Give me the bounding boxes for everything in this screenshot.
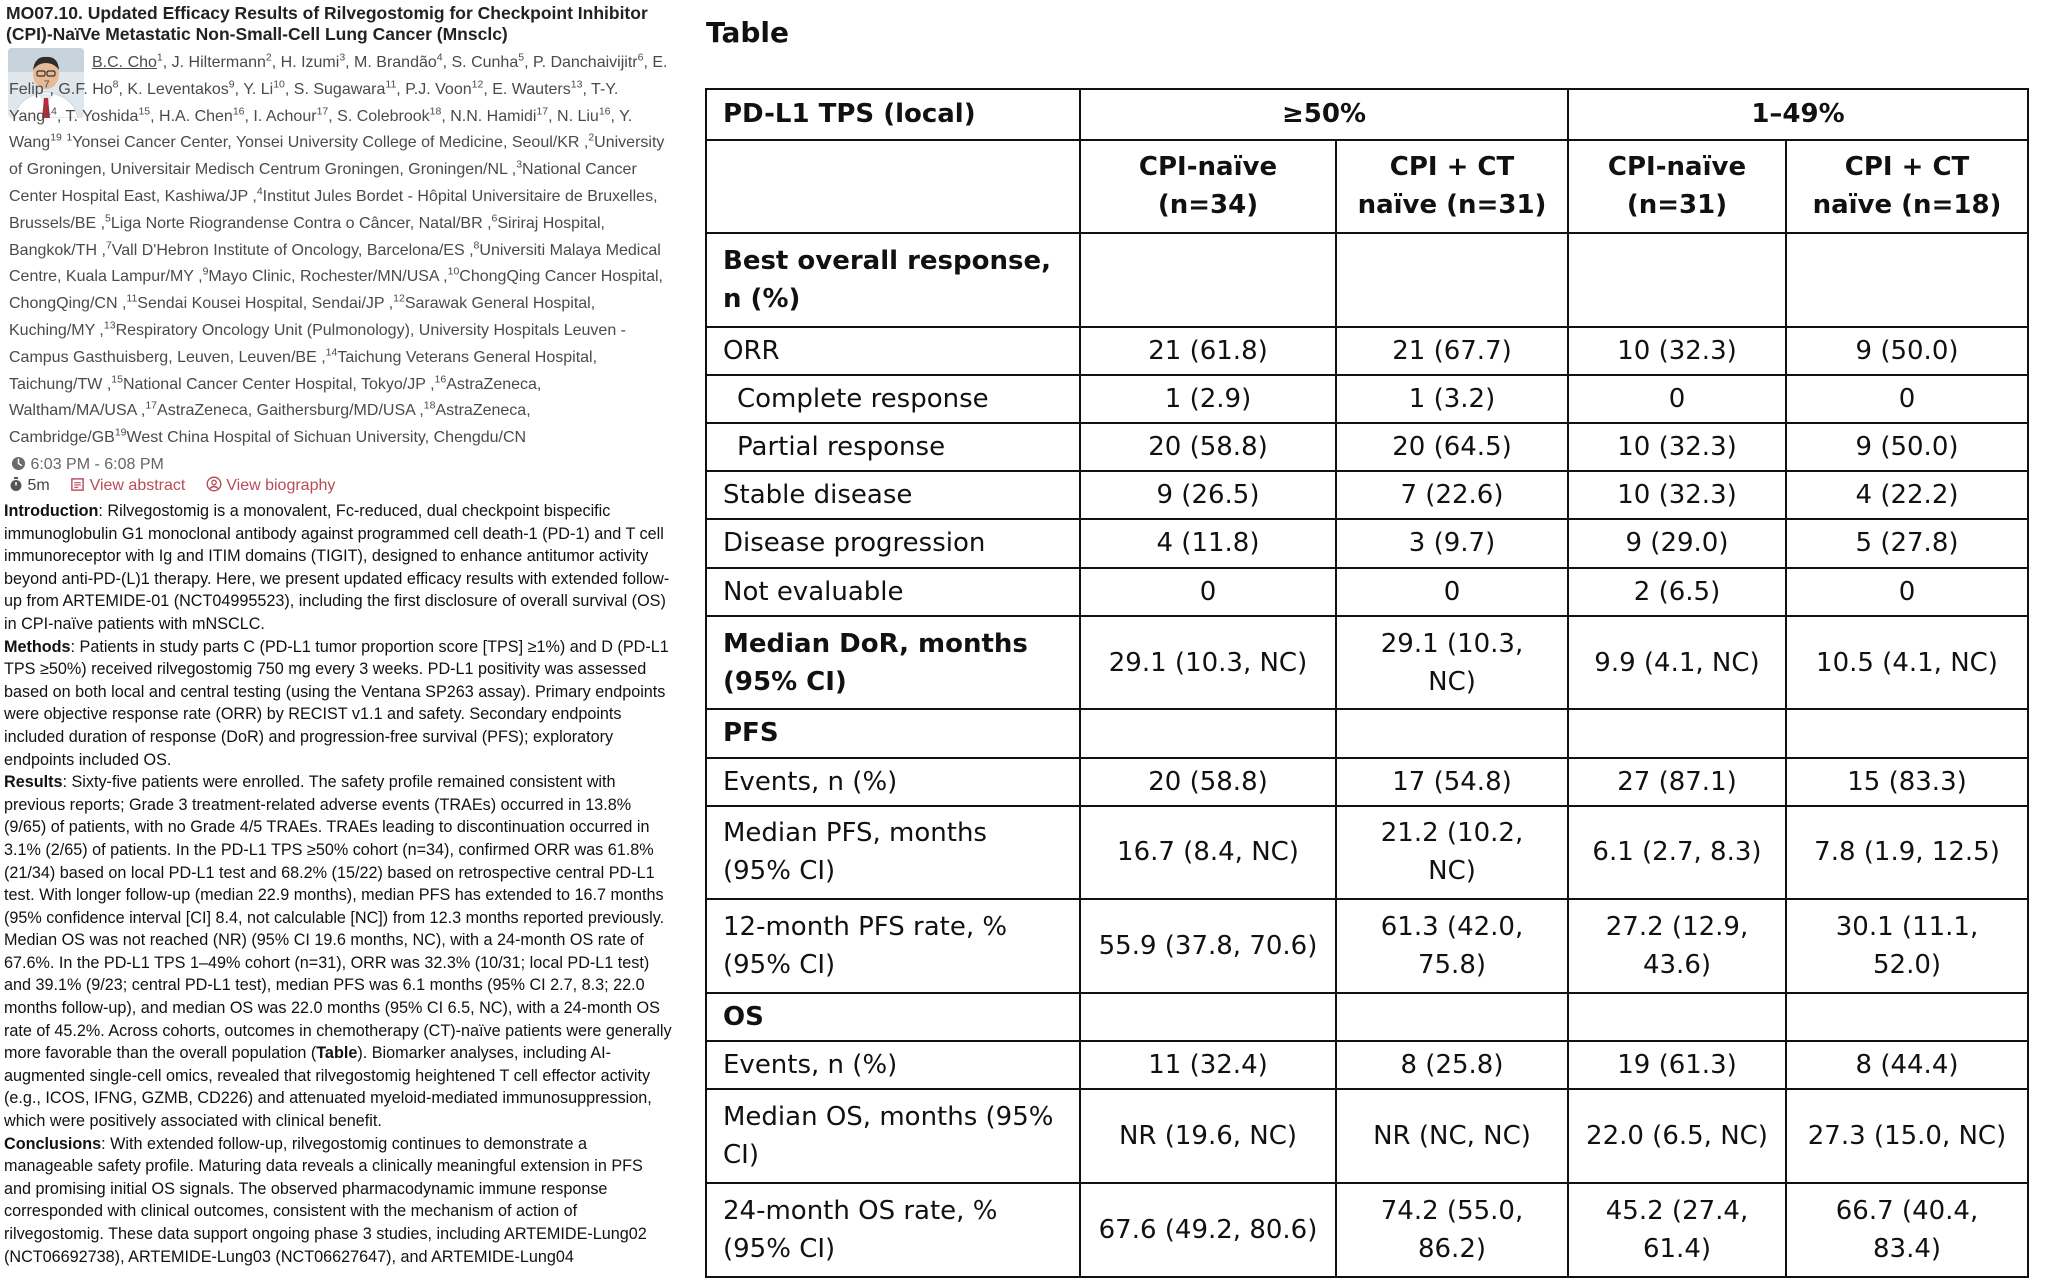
table-subheader-row <box>706 140 2028 234</box>
affiliation-text: Liga Norte Riograndense Contra o Câncer, Natal/BR , <box>110 214 492 232</box>
table-row <box>706 375 2028 423</box>
efficacy-table <box>705 88 2029 1278</box>
affiliation-sup: 14 <box>325 346 338 359</box>
affiliation-text: Mayo Clinic, Rochester/MN/USA , <box>208 268 448 286</box>
table-cell: 10 (32.3) <box>1568 471 1786 519</box>
affiliation-sup: 11 <box>126 292 138 305</box>
table-cell: 20 (58.8) <box>1080 423 1336 471</box>
table-cell: 1 (3.2) <box>1336 375 1568 423</box>
person-circle-icon <box>206 476 222 498</box>
table-row <box>706 327 2028 375</box>
table-cell: 29.1 (10.3, NC) <box>1080 616 1336 710</box>
table-cell <box>1080 233 1336 327</box>
table-cell: 8 (25.8) <box>1336 1041 1568 1089</box>
table-cell: 20 (58.8) <box>1080 758 1336 806</box>
stopwatch-icon <box>9 476 23 498</box>
row-label: Stable disease <box>706 471 1080 519</box>
table-row <box>706 1041 2028 1089</box>
table-cell: 67.6 (49.2, 80.6) <box>1080 1183 1336 1277</box>
author-list: B.C. Cho$^1$, J. Hiltermann$^2$, H. Izumi$^3$, M. Brandão$^4$, S. Cunha$^5$, P. Danchaivijitr$^6$, E. Felip$^7$, G.F. Ho$^8$, K. Leventakos$^9$, Y. Li$^{10}$, S. Sugawara$^{11}$, P.J. Voon$^{12}$, E. Wauters$^{13}$, T-Y. Yang$^{14}$, T. Yoshida$^{15}$, H.A. Chen$^{16}$, I. Achour$^{17}$, S. Colebrook$^{18}$, N.N. Hamidi$^{17}$, N. Liu$^{16}$, Y. Wang$^{19}$ <box>9 51 668 152</box>
affiliation-sup: 6 <box>491 212 498 225</box>
table-cell: 19 (61.3) <box>1568 1041 1786 1089</box>
table-cell <box>1336 233 1568 327</box>
affiliation-text: Siriraj Hospital, Bangkok/TH , <box>9 214 605 259</box>
affiliation-sup: 9 <box>202 266 209 279</box>
author-name: M. Brandão <box>354 54 437 71</box>
author-sup: 1 <box>156 51 163 64</box>
author-sup: 8 <box>112 78 119 91</box>
table-cell: 66.7 (40.4, 83.4) <box>1786 1183 2028 1277</box>
author-sup: 18 <box>429 105 442 118</box>
affiliation-text: Vall D'Hebron Institute of Oncology, Barcelona/ES , <box>111 241 474 259</box>
table-cell <box>1568 993 1786 1041</box>
table-cell: 7.8 (1.9, 12.5) <box>1786 806 2028 900</box>
affiliation-sup: 16 <box>434 373 447 386</box>
table-cell: NR (19.6, NC) <box>1080 1089 1336 1183</box>
table-cell: 1 (2.9) <box>1080 375 1336 423</box>
table-cell: 9 (26.5) <box>1080 471 1336 519</box>
table-cell: 8 (44.4) <box>1786 1041 2028 1089</box>
abstract-results: Results: Sixty-five patients were enrolled. The safety profile remained consistent with previous reports; Grade 3 treatment-related adverse events (TRAEs) occurred in 13.8% (9/65) of patients, with no Grade 4/5 TRAEs. TRAEs leading to discontinuation occurred in 3.1% (2/65) of patients. In the PD-L1 TPS ≥50% cohort (n=34), confirmed ORR was 61.8% (21/34) based on local PD-L1 test and 68.2% (15/22) based on retrospective central PD-L1 test. With longer follow-up (median 22.9 months), median PFS has extended to 16.7 months (95% confidence interval [CI] 8.4, not calculable [NC]) from 12.3 months reported previously. Median OS was not reached (NR) (95% CI 19.6 months, NC), with a 24-month OS rate of 67.6%. In the PD-L1 TPS 1–49% cohort (n=31), ORR was 32.3% (10/31; local PD-L1 test) and 39.1% (9/23; central PD-L1 test), median PFS was 6.1 months (95% CI 2.7, 8.3; 22.0 months follow-up), and median OS was 22.0 months (95% CI 6.5, NC), with a 24-month OS rate of 45.2%. Across cohorts, outcomes in chemotherapy (CT)-naïve patients were generally more favorable than the overall population (Table). Biomarker analyses, including AI-augmented single-cell omics, revealed that rilvegostomig heightened T cell effector activity (e.g., ICOS, IFNG, GZMB, CD226) and attenuated myeloid-mediated immunosuppression, which were positively associated with clinical benefit. <box>4 773 672 1131</box>
author-name: Y. Li <box>243 80 274 98</box>
session-time-text: 6:03 PM - 6:08 PM <box>30 455 164 473</box>
table-cell: 0 <box>1786 375 2028 423</box>
table-cell: 6.1 (2.7, 8.3) <box>1568 806 1786 900</box>
affiliation-text: Taichung Veterans General Hospital, Taichung/TW , <box>9 348 598 393</box>
table-cell: 4 (11.8) <box>1080 519 1336 567</box>
abstract-methods: Methods: Patients in study parts C (PD-L1 tumor proportion score [TPS] ≥1%) and D (PD-L1 TPS ≥50%) received rilvegostomig 750 mg every 3 weeks. PD-L1 positivity was assessed based on both local and central testing (using the Ventana SP263 assay). Primary endpoints were objective response rate (ORR) by RECIST v1.1 and safety. Secondary endpoints included duration of response (DoR) and progression-free survival (PFS); exploratory endpoints included OS. <box>4 637 669 769</box>
table-cell: 4 (22.2) <box>1786 471 2028 519</box>
row-label: Events, n (%) <box>706 1041 1080 1089</box>
table-row <box>706 1089 2028 1183</box>
author-name: S. Cunha <box>451 54 519 71</box>
table-row <box>706 1183 2028 1277</box>
table-cell: 20 (64.5) <box>1336 423 1568 471</box>
table-cell: 0 <box>1568 375 1786 423</box>
table-cell: 21 (67.7) <box>1336 327 1568 375</box>
table-cell: 45.2 (27.4, 61.4) <box>1568 1183 1786 1277</box>
table-cell: 55.9 (37.8, 70.6) <box>1080 899 1336 993</box>
author-sup: 6 <box>637 51 644 64</box>
table-cell: 21.2 (10.2, NC) <box>1336 806 1568 900</box>
view-biography-label: View biography <box>226 477 336 494</box>
table-cell: 9 (50.0) <box>1786 423 2028 471</box>
session-meta <box>9 476 335 498</box>
affiliation-sup: 18 <box>423 400 436 413</box>
table-cell: 30.1 (11.1, 52.0) <box>1786 899 2028 993</box>
table-row <box>706 709 2028 757</box>
author-name: T. Yoshida <box>65 107 139 125</box>
affiliation-text: Yonsei Cancer Center, Yonsei University College of Medicine, Seoul/KR , <box>72 134 589 152</box>
affiliation-text: Sendai Kousei Hospital, Sendai/JP , <box>137 295 394 313</box>
author-name: N.N. Hamidi <box>450 107 537 125</box>
table-row <box>706 519 2028 567</box>
affiliation-text: University of Groningen, Universitair Medisch Centrum Groningen, Groningen/NL , <box>9 134 665 179</box>
table-cell: 29.1 (10.3, NC) <box>1336 616 1568 710</box>
affiliation-sup: 1 <box>66 132 73 145</box>
row-label: ORR <box>706 327 1080 375</box>
author-sup: 4 <box>436 51 443 64</box>
table-cell: 3 (9.7) <box>1336 519 1568 567</box>
author-sup: 13 <box>570 78 583 91</box>
abstract-introduction: Introduction: Rilvegostomig is a monovalent, Fc-reduced, dual checkpoint bispecific immunoglobulin G1 monoclonal antibody against programmed cell death-1 (PD-1) and T cell immunoreceptor with Ig and ITIM domains (TIGIT), designed to enhance antitumor activity beyond anti-PD-(L)1 therapy. Here, we present updated efficacy results with extended follow-up from ARTEMIDE-01 (NCT04995523), including the first disclosure of overall survival (OS) in CPI-naïve patients with mNSCLC. <box>4 502 670 633</box>
author-sup: 19 <box>50 132 62 145</box>
row-label: PFS <box>706 709 1080 757</box>
group-header-high: ≥50% <box>1080 89 1568 140</box>
affiliation-text: AstraZeneca, Waltham/MA/USA , <box>9 375 542 420</box>
table-cell: 15 (83.3) <box>1786 758 2028 806</box>
affiliation-sup: 7 <box>105 239 112 252</box>
view-biography-link[interactable] <box>206 477 336 494</box>
author-sup: 12 <box>471 78 484 91</box>
author-name: H.A. Chen <box>159 107 233 125</box>
table-cell <box>1336 993 1568 1041</box>
abstract-body <box>4 500 672 1268</box>
row-label: Median OS, months (95% CI) <box>706 1089 1080 1183</box>
affiliation-text: ChongQing Cancer Hospital, ChongQing/CN , <box>9 268 663 313</box>
author-name: E. Wauters <box>492 80 571 98</box>
author-sup: 16 <box>232 105 245 118</box>
row-label: 24-month OS rate, % (95% CI) <box>706 1183 1080 1277</box>
author-name: T-Y. Yang <box>9 80 619 125</box>
table-row <box>706 471 2028 519</box>
affiliation-sup: 17 <box>145 400 158 413</box>
row-label: Events, n (%) <box>706 758 1080 806</box>
table-corner-label: PD-L1 TPS (local) <box>706 89 1080 140</box>
author-name: E. Felip <box>9 54 668 98</box>
affiliation-text: Institut Jules Bordet - Hôpital Universitaire de Bruxelles, Brussels/BE , <box>9 187 658 232</box>
author-sup: 11 <box>385 78 397 91</box>
table-cell: NR (NC, NC) <box>1336 1089 1568 1183</box>
table-cell: 5 (27.8) <box>1786 519 2028 567</box>
abstract-conclusions: Conclusions: With extended follow-up, rilvegostomig continues to demonstrate a manageable safety profile. Maturing data reveals a clinically meaningful extension in PFS and promising initial OS signals. The observed pharmacodynamic immune response corresponded with clinical outcomes, consistent with the mechanism of action of rilvegostomig. These data support ongoing phase 3 studies, including ARTEMIDE-Lung02 (NCT06692738), ARTEMIDE-Lung03 (NCT06627647), and ARTEMIDE-Lung04 <box>4 1134 647 1266</box>
table-cell: 11 (32.4) <box>1080 1041 1336 1089</box>
author-sup: 15 <box>138 105 151 118</box>
affiliation-text: Respiratory Oncology Unit (Pulmonology), University Hospitals Leuven - Campus Gasthuisberg, Leuven, Leuven/BE , <box>9 321 626 366</box>
presenter-name: B.C. Cho <box>92 54 157 71</box>
author-sup: 17 <box>536 105 549 118</box>
affiliation-sup: 4 <box>256 185 263 198</box>
authors-and-affiliations <box>9 50 671 479</box>
clock-icon <box>11 456 26 471</box>
author-sup: 2 <box>265 51 272 64</box>
row-label: 12-month PFS rate, % (95% CI) <box>706 899 1080 993</box>
row-label: Median PFS, months (95% CI) <box>706 806 1080 900</box>
author-sup: 10 <box>273 78 285 91</box>
author-sup: 7 <box>43 78 50 91</box>
table-cell: 0 <box>1336 568 1568 616</box>
table-row <box>706 423 2028 471</box>
table-cell: 0 <box>1080 568 1336 616</box>
abstract-panel <box>0 0 680 1288</box>
table-cell: 10 (32.3) <box>1568 327 1786 375</box>
affiliation-text: Universiti Malaya Medical Centre, Kuala Lampur/MY , <box>9 241 661 286</box>
table-cell <box>1080 993 1336 1041</box>
affiliation-sup: 3 <box>516 158 523 171</box>
table-cell: 2 (6.5) <box>1568 568 1786 616</box>
session-time <box>9 456 164 473</box>
duration: 5m <box>27 477 50 494</box>
table-cell <box>1568 233 1786 327</box>
table-cell: 17 (54.8) <box>1336 758 1568 806</box>
author-name: G.F. Ho <box>58 80 113 98</box>
author-name: H. Izumi <box>280 54 340 71</box>
affiliation-sup: 5 <box>105 212 111 225</box>
affiliation-text: AstraZeneca, Cambridge/GB <box>9 402 531 447</box>
author-name: S. Sugawara <box>293 80 386 98</box>
table-cell: 16.7 (8.4, NC) <box>1080 806 1336 900</box>
table-cell: 9 (29.0) <box>1568 519 1786 567</box>
row-label: OS <box>706 993 1080 1041</box>
affiliation-list <box>9 134 664 446</box>
table-row <box>706 568 2028 616</box>
row-label: Median DoR, months (95% CI) <box>706 616 1080 710</box>
row-label: Not evaluable <box>706 568 1080 616</box>
author-sup: 5 <box>518 51 525 64</box>
row-label: Best overall response, n (%) <box>706 233 1080 327</box>
row-label: Disease progression <box>706 519 1080 567</box>
table-cell <box>1786 233 2028 327</box>
row-label: Complete response <box>706 375 1080 423</box>
affiliation-sup: 13 <box>103 319 116 332</box>
affiliation-text: National Cancer Center Hospital East, Kashiwa/JP , <box>9 161 637 205</box>
table-cell: 27.3 (15.0, NC) <box>1786 1089 2028 1183</box>
table-cell: 9 (50.0) <box>1786 327 2028 375</box>
author-name: P.J. Voon <box>405 80 472 98</box>
table-cell: 21 (61.8) <box>1080 327 1336 375</box>
document-icon <box>70 477 85 498</box>
affiliation-sup: 8 <box>473 239 480 252</box>
group-header-low: 1–49% <box>1568 89 2028 140</box>
author-sup: 17 <box>316 105 329 118</box>
author-sup: 9 <box>228 78 235 91</box>
table-cell <box>1568 709 1786 757</box>
author-name: J. Hiltermann <box>171 54 266 71</box>
column-header: CPI-naïve (n=34) <box>1080 140 1336 234</box>
table-heading: Table <box>706 16 790 49</box>
affiliation-sup: 19 <box>114 426 127 439</box>
author-sup: 14 <box>45 105 57 118</box>
table-header-row <box>706 89 2028 140</box>
table-row <box>706 758 2028 806</box>
column-header: CPI + CT naïve (n=31) <box>1336 140 1568 234</box>
view-abstract-link[interactable] <box>70 477 190 494</box>
author-name: K. Leventakos <box>127 80 229 98</box>
view-abstract-label: View abstract <box>89 477 186 494</box>
table-cell: 27 (87.1) <box>1568 758 1786 806</box>
affiliation-sup: 2 <box>588 132 595 145</box>
table-row <box>706 233 2028 327</box>
affiliation-text: AstraZeneca, Gaithersburg/MD/USA , <box>157 402 424 420</box>
table-cell: 10.5 (4.1, NC) <box>1786 616 2028 710</box>
table-cell: 9.9 (4.1, NC) <box>1568 616 1786 710</box>
table-cell: 22.0 (6.5, NC) <box>1568 1089 1786 1183</box>
author-name: S. Colebrook <box>337 107 430 125</box>
table-cell <box>1080 709 1336 757</box>
row-label: Partial response <box>706 423 1080 471</box>
author-name: N. Liu <box>557 107 599 125</box>
abstract-title: MO07.10. Updated Efficacy Results of Rilvegostomig for Checkpoint Inhibitor (CPI)-NaïVe Metastatic Non-Small-Cell Lung Cancer (Mnsclc) <box>6 3 648 44</box>
table-cell: 7 (22.6) <box>1336 471 1568 519</box>
affiliation-sup: 10 <box>447 266 460 279</box>
author-name: P. Danchaivijitr <box>532 54 638 71</box>
table-cell: 61.3 (42.0, 75.8) <box>1336 899 1568 993</box>
table-cell: 27.2 (12.9, 43.6) <box>1568 899 1786 993</box>
affiliation-sup: 15 <box>111 373 123 386</box>
table-row <box>706 616 2028 710</box>
affiliation-sup: 12 <box>393 292 405 305</box>
table-cell <box>1786 993 2028 1041</box>
table-row <box>706 899 2028 993</box>
author-sup: 3 <box>339 51 346 64</box>
table-row <box>706 993 2028 1041</box>
column-header: CPI-naïve (n=31) <box>1568 140 1786 234</box>
author-sup: 16 <box>598 105 611 118</box>
table-cell <box>1336 709 1568 757</box>
column-header: CPI + CT naïve (n=18) <box>1786 140 2028 234</box>
author-name: I. Achour <box>253 107 317 125</box>
affiliation-text: Sarawak General Hospital, Kuching/MY , <box>9 295 596 339</box>
affiliation-text: West China Hospital of Sichuan University, Chengdu/CN <box>126 429 527 447</box>
table-row <box>706 806 2028 900</box>
table-cell: 0 <box>1786 568 2028 616</box>
table-cell: 74.2 (55.0, 86.2) <box>1336 1183 1568 1277</box>
author-name: Y. Wang <box>9 107 633 152</box>
table-cell <box>1786 709 2028 757</box>
table-cell: 10 (32.3) <box>1568 423 1786 471</box>
subheader-empty <box>706 140 1080 234</box>
affiliation-text: National Cancer Center Hospital, Tokyo/JP , <box>122 375 435 393</box>
